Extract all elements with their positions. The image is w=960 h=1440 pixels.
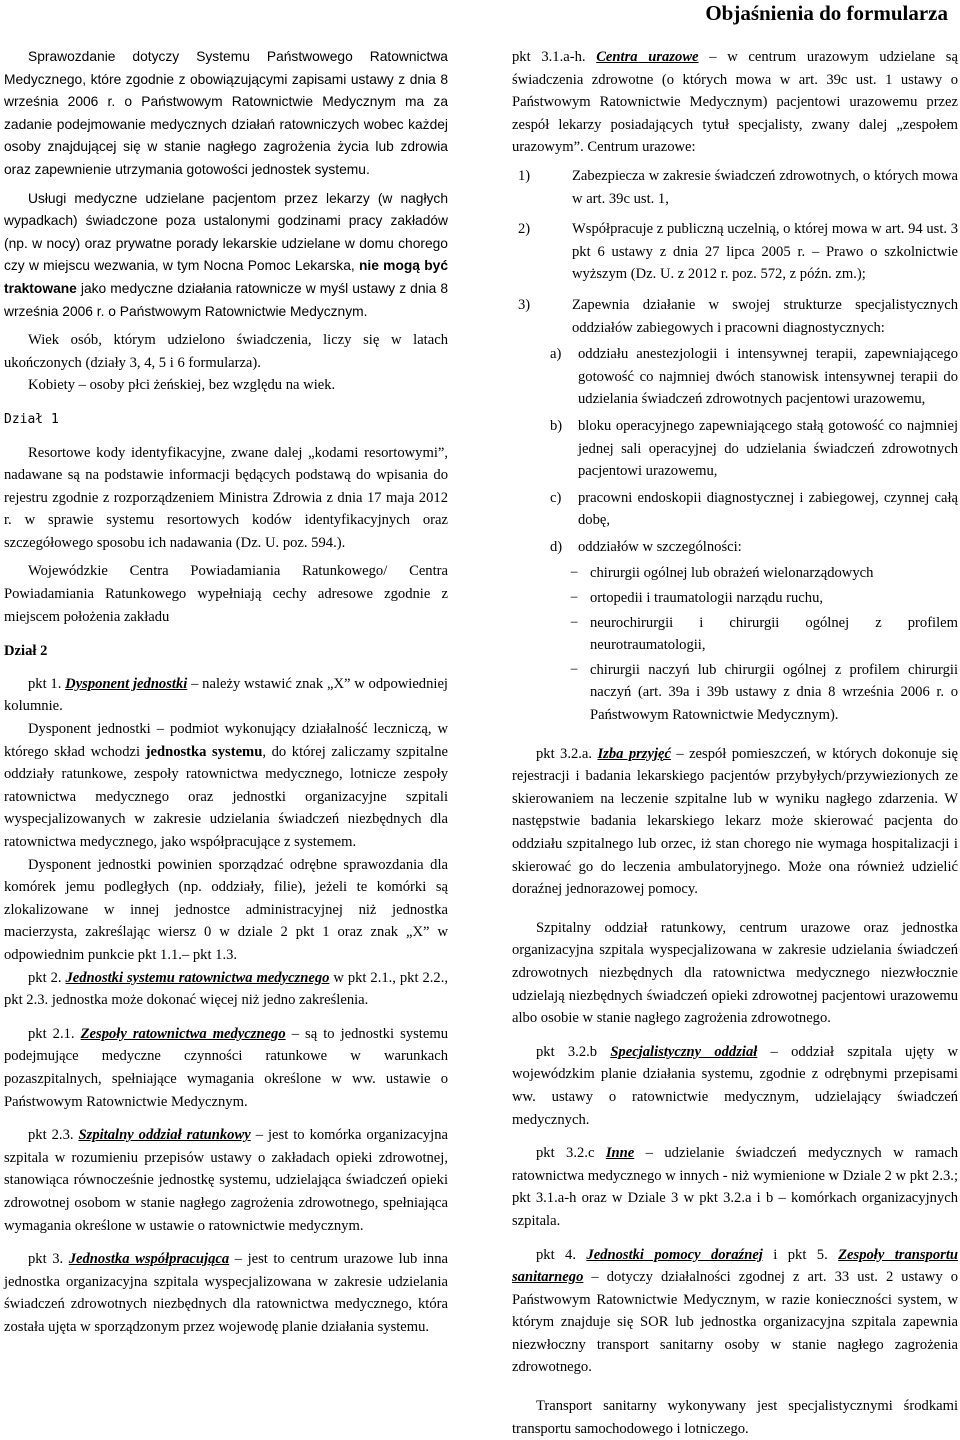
sublist-marker: b) (550, 417, 563, 434)
pkt32a-label: pkt 3.2.a. (536, 745, 593, 762)
pkt23-label: pkt 2.3. (28, 1127, 74, 1144)
pkt32b-label: pkt 3.2.b (536, 1043, 598, 1060)
list-marker: 3) (518, 296, 531, 313)
sublist-marker: a) (550, 346, 562, 363)
list-item (512, 165, 958, 210)
list-item (512, 218, 958, 286)
szpitalny-paragraph: Szpitalny oddział ratunkowy, centrum urazowe oraz jednostka organizacyjna szpitala wyspecjalizowana w zakresie udzielania świadczeń zdrowotnych niezbędnych dla ratownictwa medycznego niezwłocznie udzielają niezbędnych świadczeń opieki zdrowotnej pacjentowi urazowemu albo osobie w stanie nagłego zagrożenia zdrowotnego. (512, 919, 958, 1027)
sublist-item-text: bloku operacyjnego zapewniającego stałą gotowość co najmniej jednej sali operacyjnej do udzielania świadczeń zdrowotnych pacjentowi urazowemu, (578, 417, 958, 480)
sublist-item (512, 536, 958, 727)
pkt21-text: – są to jednostki systemu podejmujące medyczne czynności ratunkowe w warunkach pozaszpitalnych, spełniające wymagania określone w ww. ustawie o Państwowym Ratownictwie Medycznym. (4, 1025, 448, 1110)
pkt4-term: Jednostki pomocy doraźnej (586, 1246, 763, 1263)
pkt31-text: – w centrum urazowym udzielane są świadczenia zdrowotne (o których mowa w art. 39c ust. 1 ustawy o Państwowym Ratownictwie Medycznym) pacjentowi urazowemu przez zespół lekarzy posiadających tytuł specjalisty, zwany dalej „zespołem urazowym”. Centrum urazowe: (512, 49, 958, 156)
dash-item (512, 612, 958, 657)
sublist-item (512, 343, 958, 411)
dash-item (512, 587, 958, 610)
pkt3-label: pkt 3. (28, 1251, 64, 1268)
pkt32b-text: – oddział szpitala ujęty w wojewódzkim planie działania systemu, zgodnie z odrębnymi przepisami ww. ustawy o ratownictwie medycznym, udzielający świadczeń medycznych. (512, 1043, 959, 1128)
wiek-paragraph: Wiek osób, którym udzielono świadczenia, liczy się w latach ukończonych (działy 3, 4, 5 i 6 formularza). (4, 332, 448, 371)
wojewodzkie-paragraph: Wojewódzkie Centra Powiadamiania Ratunkowego/ Centra Powiadamiania Ratunkowego wypełniają cechy adresowe zgodnie z miejscem położenia zakładu (4, 563, 448, 625)
pkt4-paragraph (512, 1244, 958, 1380)
sublist-marker: c) (550, 489, 562, 506)
sublist-marker: d) (550, 538, 563, 555)
pkt1-paragraph (4, 673, 448, 718)
pkt3-term: Jednostka współpracująca (68, 1251, 230, 1268)
dash-marker: − (570, 614, 579, 631)
pkt2-label: pkt 2. (28, 969, 62, 986)
pkt4-mid: i pkt 5. (773, 1246, 828, 1263)
list-item-text: Współpracuje z publiczną uczelnią, o której mowa w art. 94 ust. 3 pkt 6 ustawy z dnia 27 lipca 2005 r. – Prawo o szkolnictwie wyższym (Dz. U. z 2012 r. poz. 572, z późn. zm.); (572, 221, 958, 283)
dash-item (512, 659, 958, 727)
list-marker: 1) (518, 167, 531, 184)
uslugi-paragraph (4, 188, 448, 324)
pkt23-paragraph (4, 1124, 448, 1237)
pkt2-paragraph (4, 967, 448, 1012)
pkt31-term: Centra urazowe (596, 49, 699, 65)
uslugi-end: jako medyczne działania ratownicze w myśl ustawy z dnia 8 września 2006 r. o Państwowym Ratownictwie Medycznym. (4, 280, 449, 319)
pkt31-paragraph (512, 46, 958, 159)
dash-marker: − (570, 661, 579, 678)
transport-paragraph: Transport sanitarny wykonywany jest specjalistycznymi środkami transportu samochodowego i lotniczego. (512, 1398, 958, 1437)
sublist-item-text: oddziałów w szczególności: (578, 538, 742, 555)
pkt32c-text: – udzielanie świadczeń medycznych w ramach ratownictwa medycznego w innych - niż wymienione w Dziale 2 w pkt 2.3.; pkt 3.1.a-h oraz w Dziale 3 w pkt 3.2.a i b – komórkach organizacyjnych szpitala. (512, 1145, 958, 1229)
dash-item (512, 562, 958, 585)
dysponent-text-end: , do której zaliczamy szpitalne oddziały ratunkowe, zespoły ratownictwa medycznego, lotnicze zespoły ratownictwa medycznego oraz jednostki organizacyjne szpitali wyspecjalizowanych w zakresie udzielania świadczeń niezbędnych dla ratownictwa medycznego, jako współpracujące z systemem. (4, 743, 449, 850)
sublist-item-text: pracowni endoskopii diagnostycznej i zabiegowej, czynnej całą dobę, (578, 489, 958, 529)
centrum-list (512, 165, 958, 727)
pkt32c-paragraph (512, 1142, 958, 1232)
pkt32a-paragraph (512, 743, 958, 901)
pkt21-label: pkt 2.1. (28, 1025, 75, 1042)
pkt1-term: Dysponent jednostki (65, 675, 188, 692)
pkt2-term: Jednostki systemu ratownictwa medycznego (65, 969, 330, 986)
pkt5-term: Zespoły transportu sanitarnego (512, 1246, 959, 1286)
list-item-text: Zabezpiecza w zakresie świadczeń zdrowotnych, o których mowa w art. 39c ust. 1, (572, 167, 958, 207)
sublist-item (512, 487, 958, 532)
list-item-text: Zapewnia działanie w swojej strukturze specjalistycznych oddziałów zabiegowych i pracowni diagnostycznych: (572, 296, 958, 336)
pkt32a-term: Izba przyjęć (597, 745, 671, 762)
left-column (4, 46, 448, 1338)
pkt1-label: pkt 1. (28, 675, 62, 692)
specialties-list (512, 562, 958, 726)
pkt32a-text: – zespół pomieszczeń, w których dokonuje się rejestracji i badania lekarskiego pacjentów przybyłych/przywiezionych ze skierowaniem na leczenie szpitalne lub w wyniku nagłego zdarzenia. W następstwie badania lekarskiego lekarz może skierować pacjenta do oddziału szpitalnego lub orzec, iż stan chorego nie wymaga hospitalizacji i skierować go do leczenia ambulatoryjnego. Może ona również udzielić doraźnej jednorazowej pomocy. (512, 745, 958, 898)
sublist-item (512, 415, 958, 483)
dash-item-text: neurochirurgii i chirurgii ogólnej z profilem neurotraumatologii, (590, 614, 958, 654)
pkt32c-term: Inne (605, 1145, 635, 1162)
pkt4-label: pkt 4. (536, 1246, 576, 1263)
dash-item-text: chirurgii naczyń lub chirurgii ogólnej z profilem chirurgii naczyń (art. 39a i 39b ustawy z dnia 8 września 2006 r. o Państwowym Ratownictwie Medycznym). (590, 661, 958, 724)
pkt32c-label: pkt 3.2.c (536, 1145, 595, 1162)
dash-item-text: chirurgii ogólnej lub obrażeń wielonarządowych (590, 565, 874, 582)
sublist-item-text: oddziału anestezjologii i intensywnej terapii, zapewniającego gotowość co najmniej dwóch stanowisk intensywnej terapii do udzielania świadczeń zdrowotnych pacjentowi urazowemu, (578, 346, 958, 408)
pkt2-text: w pkt 2.1., pkt 2.2., pkt 2.3. jednostka może dokonać więcej niż jedno zakreślenia. (4, 969, 448, 1009)
pkt31-label: pkt 3.1.a-h. (512, 49, 586, 65)
pkt32b-term: Specjalistyczny oddział (610, 1043, 758, 1060)
dysponent-text: Dysponent jednostki – podmiot wykonujący działalność leczniczą, w którego skład wchodzi (4, 721, 448, 760)
intro-paragraph: Sprawozdanie dotyczy Systemu Państwowego Ratownictwa Medycznego, które zgodnie z obowiązującymi zapisami ustawy z dnia 8 września 2006 r. o Państwowym Ratownictwie Medycznym ma za zadanie podejmowanie medycznych działań ratowniczych wobec każdej osoby znajdującej się w stanie nagłego zagrożenia życia lub zdrowia oraz zapewnienie utrzymania gotowości jednostek systemu. (4, 49, 448, 177)
pkt32b-paragraph (512, 1041, 958, 1131)
list-marker: 2) (518, 221, 531, 238)
jednostka-systemu: jednostka systemu (145, 743, 263, 760)
pkt23-term: Szpitalny oddział ratunkowy (78, 1127, 251, 1144)
pkt1-text: – należy wstawić znak „X” w odpowiedniej kolumnie. (4, 675, 448, 715)
pkt3-text: – jest to centrum urazowe lub inna jednostka organizacyjna szpitala wyspecjalizowana w zakresie udzielania świadczeń zdrowotnych niezbędnych dla ratownictwa medycznego, która została ujęta w sporządzonym przez wojewodę planie działania systemu. (4, 1251, 448, 1335)
right-column (512, 46, 958, 1440)
uslugi-bold: nie mogą być traktowane (4, 258, 448, 296)
pkt4-text: – dotyczy działalności zgodnej z art. 33 ust. 2 ustawy o Państwowym Ratownictwie Medycznym, w razie konieczności system, w którym znajduje się SOR lub jednostka organizacyjna szpitala zapewnia niezwłoczny transport sanitarny osoby w stanie nagłego zagrożenia zdrowotnego. (512, 1269, 958, 1376)
dysponent-paragraph (4, 718, 448, 854)
dzial-2-heading: Dział 2 (4, 643, 48, 660)
pkt21-paragraph (4, 1023, 448, 1113)
pkt21-term: Zespoły ratownictwa medycznego (80, 1025, 286, 1042)
pkt3-paragraph (4, 1248, 448, 1338)
uslugi-text: Usługi medyczne udzielane pacjentom przez lekarzy (w nagłych wypadkach) świadczone poza ustalonymi godzinami pracy zakładów (np. w nocy) oraz prywatne porady lekarskie udzielane w domu chorego czy w miejscu wezwania, w tym Nocna Pomoc Lekarska, (4, 190, 448, 274)
kobiety-paragraph: Kobiety – osoby płci żeńskiej, bez względu na wiek. (28, 377, 336, 394)
dash-item-text: ortopedii i traumatologii narządu ruchu, (590, 590, 824, 607)
list-item (512, 294, 958, 727)
pkt23-text: – jest to komórka organizacyjna szpitala w rozumieniu przepisów ustawy o zakładach opieki zdrowotnej, stanowiąca równocześnie jednostkę systemu, udzielająca świadczeń opieki zdrowotnej osobom w stanie nagłego zagrożenia zdrowotnego, spełniająca wymagania określone w ustawie o ratownictwie medycznym. (4, 1127, 449, 1234)
page-title: Objaśnienia do formularza (705, 1, 948, 25)
oddzialy-sublist (512, 343, 958, 727)
dzial-1-heading: Dział 1 (4, 411, 59, 427)
dash-marker: − (570, 565, 579, 582)
dash-marker: − (570, 590, 579, 607)
dysponent-2-paragraph: Dysponent jednostki powinien sporządzać odrębne sprawozdania dla komórek jemu podległych (np. oddziały, filie), jeżeli te komórki są zlokalizowane w innej jednostce administracyjnej niż jednostka macierzysta, zakreślając wiersz 0 w dziale 2 pkt 1 oraz znak „X” w odpowiednim punkcie pkt 1.1.– pkt 1.3. (4, 856, 448, 963)
resortowe-paragraph: Resortowe kody identyfikacyjne, zwane dalej „kodami resortowymi”, nadawane są na podstawie informacji będących podstawą do wpisania do rejestru zgodnie z rozporządzeniem Ministra Zdrowia z dnia 17 maja 2012 r. w sprawie systemu resortowych kodów identyfikacyjnych oraz szczegółowego sposobu ich nadawania (Dz. U. poz. 594.). (4, 444, 448, 551)
